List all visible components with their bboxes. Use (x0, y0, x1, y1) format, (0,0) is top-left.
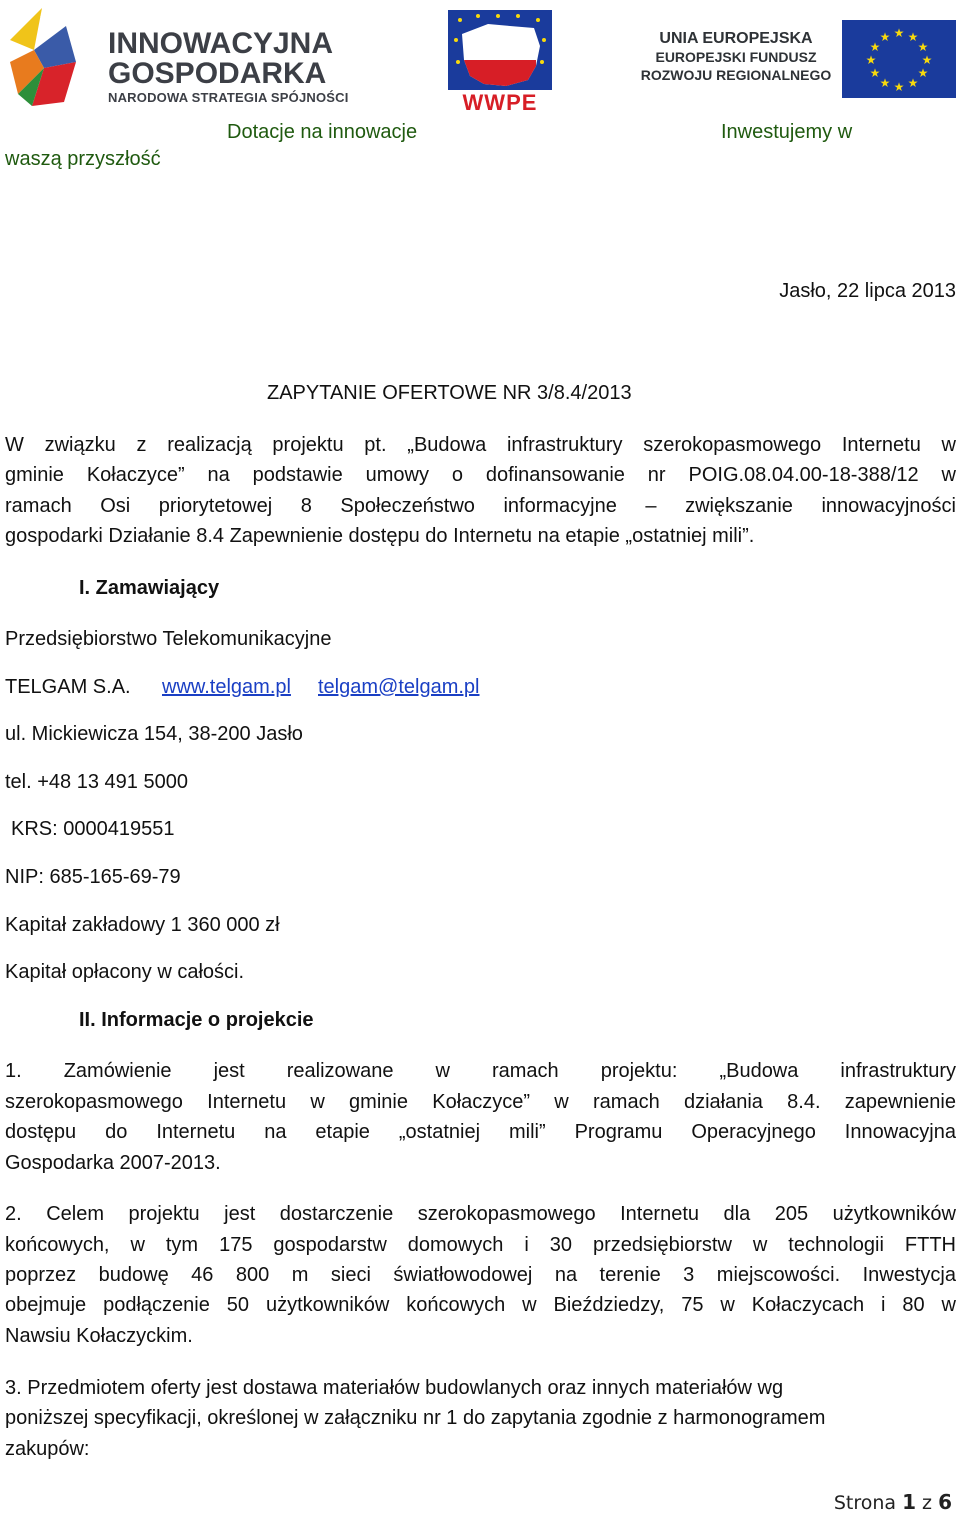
eu-flag-icon (842, 20, 956, 98)
eu-logo-line3: ROZWOJU REGIONALNEGO (640, 67, 832, 83)
svg-text:★: ★ (893, 26, 905, 40)
email-link[interactable]: telgam@telgam.pl (318, 676, 480, 698)
company-phone: tel. +48 13 491 5000 (5, 771, 188, 793)
svg-text:★: ★ (879, 76, 891, 90)
svg-text:★: ★ (907, 76, 919, 90)
p1-line-2: szerokopasmowego Internetu w gminie Kołaczyce” w ramach działania 8.4. zapewnienie (5, 1091, 956, 1113)
page-current: 1 (902, 1490, 916, 1514)
page-total: 6 (938, 1490, 952, 1514)
page-number (834, 1490, 952, 1514)
intro-line-1: W związku z realizacją projektu pt. „Budowa infrastruktury szerokopasmowego Internetu w (5, 434, 956, 456)
p3-line-2: poniższej specyfikacji, określonej w załączniku nr 1 do zapytania zgodnie z harmonogramem (5, 1407, 826, 1429)
p1-line-1: 1. Zamówienie jest realizowane w ramach projektu: „Budowa infrastruktury (5, 1060, 956, 1082)
slogan-center: Dotacje na innowacje (227, 121, 418, 143)
section-1-heading: I. Zamawiający (79, 577, 220, 599)
svg-text:★: ★ (869, 40, 881, 54)
slogan-right: Inwestujemy w (721, 121, 853, 143)
svg-text:★: ★ (917, 66, 929, 80)
innowacyjna-gospodarka-emblem-icon (4, 2, 104, 110)
p2-line-3: poprzez budowę 46 800 m sieci światłowodowej na terenie 3 miejscowości. Inwestycja (5, 1264, 956, 1286)
website-link[interactable]: www.telgam.pl (162, 676, 291, 698)
innowacyjna-gospodarka-logo (4, 2, 364, 110)
svg-text:★: ★ (865, 53, 877, 67)
p3-line-3: zakupów: (5, 1438, 90, 1460)
company-nip: NIP: 685-165-69-79 (5, 866, 181, 888)
company-krs: KRS: 0000419551 (11, 818, 175, 840)
company-address: ul. Mickiewicza 154, 38-200 Jasło (5, 723, 303, 745)
document-title: ZAPYTANIE OFERTOWE NR 3/8.4/2013 (267, 382, 632, 404)
eu-logo-text (640, 30, 832, 84)
logo-title-line1: INNOWACYJNA (108, 27, 334, 60)
svg-text:★: ★ (893, 80, 905, 94)
svg-text:★: ★ (917, 40, 929, 54)
svg-text:★: ★ (921, 53, 933, 67)
p2-line-2: końcowych, w tym 175 gospodarstw domowych i 30 przedsiębiorstw w technologii FTTH (5, 1234, 956, 1256)
p2-line-1: 2. Celem projektu jest dostarczenie szerokopasmowego Internetu dla 205 użytkowników (5, 1203, 956, 1225)
wwpe-logo (448, 10, 552, 114)
svg-text:★: ★ (869, 66, 881, 80)
intro-line-4: gospodarki Działanie 8.4 Zapewnienie dostępu do Internetu na etapie „ostatniej mili”. (5, 525, 755, 547)
wwpe-text: WWPE (462, 90, 538, 115)
p1-line-3: dostępu do Internetu na etapie „ostatniej mili” Programu Operacyjnego Innowacyjna (5, 1121, 956, 1143)
slogan-left: waszą przyszłość (5, 148, 161, 170)
section-2-heading: II. Informacje o projekcie (79, 1009, 314, 1031)
company-capital-paid: Kapitał opłacony w całości. (5, 961, 245, 983)
company-capital: Kapitał zakładowy 1 360 000 zł (5, 914, 280, 936)
p2-line-4: obejmuje podłączenie 50 użytkowników końcowych w Bieździedzy, 75 w Kołaczycach i 80 w (5, 1294, 956, 1316)
company-name: TELGAM S.A. (5, 676, 131, 698)
page-prefix: Strona (833, 1492, 897, 1514)
logo-title-line2: GOSPODARKA (108, 57, 327, 90)
intro-line-2: gminie Kołaczyce” na podstawie umowy o dofinansowanie nr POIG.08.04.00-18-388/12 w (5, 464, 956, 486)
p2-line-5: Nawsiu Kołaczyckim. (5, 1325, 193, 1347)
poland-flag-map-icon (448, 10, 552, 90)
eu-logo-line2: EUROPEJSKI FUNDUSZ (655, 49, 817, 65)
page-separator: z (922, 1492, 933, 1514)
eu-logo (640, 26, 958, 98)
eu-logo-line1: UNIA EUROPEJSKA (659, 30, 813, 47)
intro-line-3: ramach Osi priorytetowej 8 Społeczeństwo informacyjne – zwiększanie innowacyjności (5, 495, 956, 517)
company-type: Przedsiębiorstwo Telekomunikacyjne (5, 628, 332, 650)
p1-line-4: Gospodarka 2007-2013. (5, 1152, 221, 1174)
logo-subtitle: NARODOWA STRATEGIA SPÓJNOŚCI (108, 90, 349, 105)
p3-line-1: 3. Przedmiotem oferty jest dostawa materiałów budowlanych oraz innych materiałów wg (5, 1377, 784, 1399)
document-date: Jasło, 22 lipca 2013 (779, 280, 956, 302)
svg-text:★: ★ (907, 30, 919, 44)
svg-text:★: ★ (879, 30, 891, 44)
